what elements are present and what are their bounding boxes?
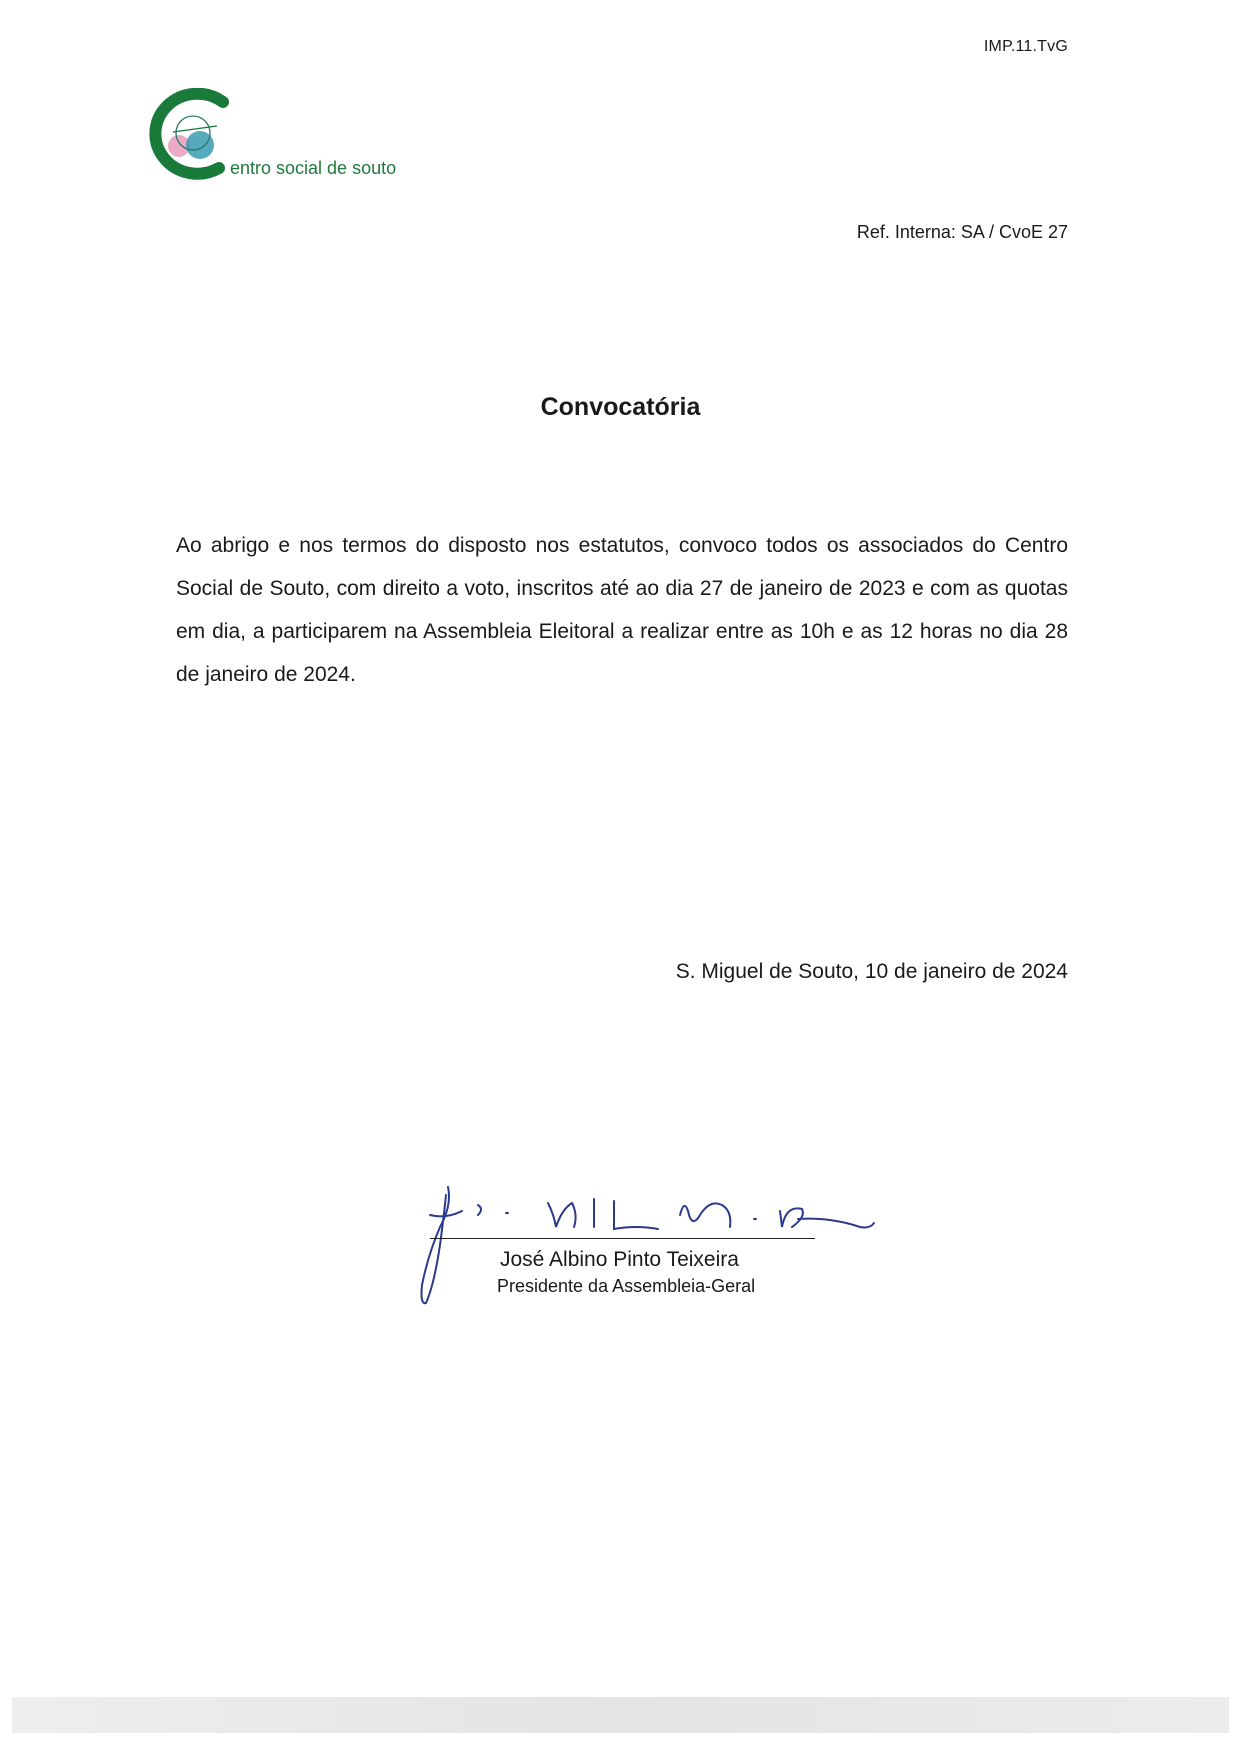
logo-text: entro social de souto <box>230 158 397 178</box>
organization-logo <box>145 88 445 188</box>
signatory-name: José Albino Pinto Teixeira <box>500 1248 739 1271</box>
scan-edge-band <box>12 1697 1229 1733</box>
place-and-date: S. Miguel de Souto, 10 de janeiro de 2024 <box>675 960 1068 983</box>
signatory-role: Presidente da Assembleia-Geral <box>497 1276 756 1296</box>
page-title: Convocatória <box>540 393 701 421</box>
body-paragraph: Ao abrigo e nos termos do disposto nos estatutos, convoco todos os associados do Centro Social de Souto, com direito a voto, inscritos até ao dia 27 de janeiro de 2023 e com as quotas em dia, a participarem na Assembleia Eleitoral a realizar entre as 10h e as 12 horas no dia 28 de janeiro de 2024. <box>176 534 1068 686</box>
internal-reference: Ref. Interna: SA / CvoE 27 <box>856 222 1068 242</box>
signature-line <box>430 1238 815 1239</box>
document-code: IMP.11.TvG <box>983 38 1068 55</box>
